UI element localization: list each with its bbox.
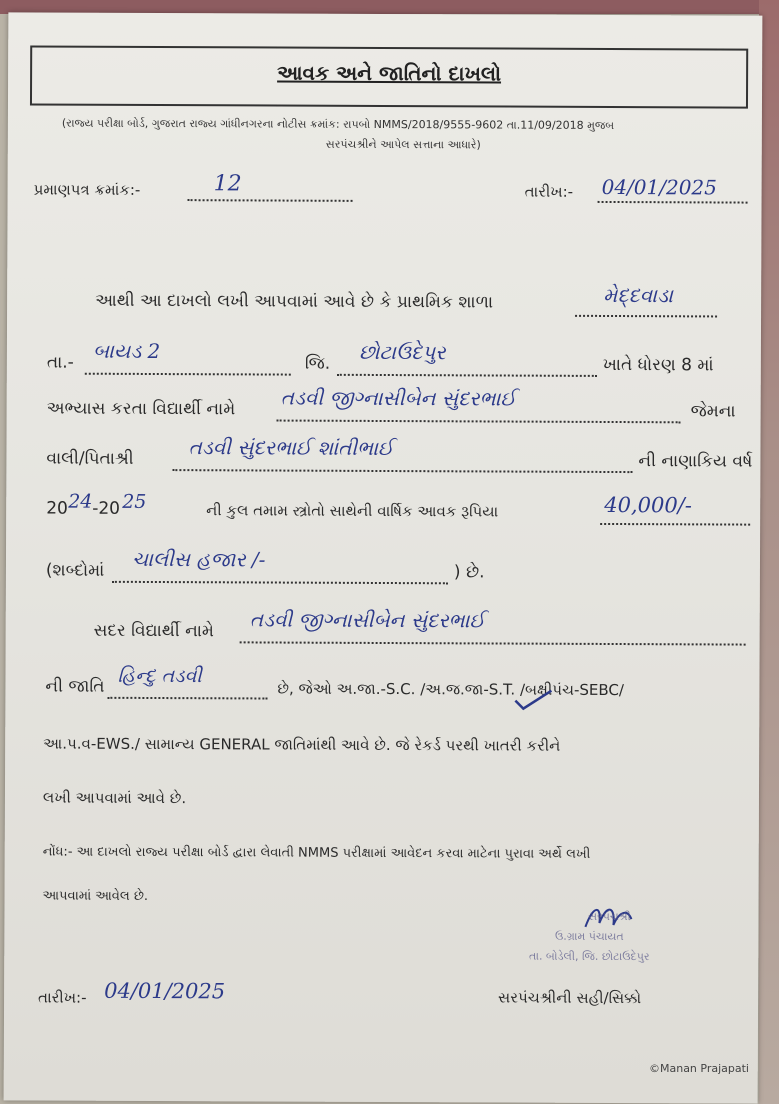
date-label: તારીખ:-: [524, 182, 574, 201]
note-line-1: નોંધ:- આ દાખલો રાજ્ય પરીક્ષા બોર્ડ દ્વારા લેવાતી NMMS પરીક્ષામાં આવેદન કરવા માટેના પુરાવા અર્થે લખી: [42, 844, 591, 862]
income-text: ની કુલ તમામ સ્ત્રોતો સાથેની વાર્ષિક આવક રૂપિયા: [206, 501, 499, 521]
district-line: [337, 374, 597, 377]
student2-label: સદર વિદ્યાર્થી નામે: [93, 620, 214, 642]
caste-line-4: લખી આપવામાં આવે છે.: [42, 788, 187, 808]
income-value: 40,000/-: [604, 492, 692, 518]
signature-label: સરપંચશ્રીની સહી/સિક્કો: [498, 988, 642, 1008]
date-line: [598, 201, 748, 204]
taluka-value: બાયડ 2: [92, 338, 161, 364]
student-label: અભ્યાસ કરતા વિદ્યાર્થી નામે: [46, 398, 236, 420]
guardian-value: તડવી સુંદરભાઈ શાંતીભાઈ: [188, 435, 394, 461]
date-value: 04/01/2025: [601, 174, 717, 200]
caste-categories: છે, જેઓ અ.જા.-S.C. /અ.જ.જા-S.T. /બક્ષીપંચ-SEBC/: [277, 679, 624, 700]
student2-line: [240, 641, 746, 645]
subtitle-line-1: (રાજ્ય પરીક્ષા બોર્ડ, ગુજરાત રાજ્ય ગાંધીનગરના નોટીસ ક્રમાંક: રાપબો NMMS/2018/9555-9602 તા.11/09/2018 મુજબ: [61, 116, 615, 133]
caste-label: ની જાતિ: [45, 676, 105, 697]
cert-no-line: [188, 199, 353, 202]
title-box: [30, 45, 748, 108]
year-end-value: 25: [122, 490, 147, 513]
subtitle-line-2: સરપંચશ્રીને આપેલ સત્તાના આધારે): [325, 137, 481, 152]
certificate-title: આવક અને જાતિનો દાખલો: [277, 60, 502, 86]
std-text: ખાતે ધોરણ 8 માં: [602, 354, 714, 376]
bottom-date-label: તારીખ:-: [38, 988, 87, 1007]
cert-no-label: પ્રમાણપત્ર ક્રમાંક:-: [33, 180, 141, 199]
year-start-prefix: 20: [46, 498, 68, 519]
stamp-line-2: ઉ.ગ્રામ પંચાયત: [554, 929, 624, 944]
district-label: જિ.: [304, 353, 331, 374]
caste-line-3: આ.પ.વ-EWS./ સામાન્ય GENERAL જાતિમાંથી આવે છે. જે રેકર્ડ પરથી ખાતરી કરીને: [43, 734, 561, 755]
student2-value: તડવી જીગ્નાસીબેન સુંદરભાઈ: [249, 607, 485, 633]
caste-value: હિન્દુ તડવી: [117, 664, 202, 688]
guardian-label: વાલી/પિતાશ્રી: [46, 448, 134, 469]
stamp-line-1: સરપંચશ્રી: [588, 909, 631, 924]
guardian-line: [172, 469, 632, 473]
cert-no-value: 12: [213, 171, 242, 197]
photo-credit: ©Manan Prajapati: [648, 1062, 749, 1075]
caste-line: [107, 697, 267, 700]
certificate-paper: [4, 12, 763, 1103]
jemna-text: જેમના: [690, 401, 736, 422]
official-stamp: [499, 910, 679, 981]
words-value: ચાલીસ હજાર /-: [131, 546, 266, 572]
words-line: [112, 581, 448, 584]
student-line: [277, 420, 681, 424]
background-edge: [759, 0, 779, 1104]
district-value: છોટાઉદેપુર: [358, 339, 446, 365]
words-end: ) છે.: [453, 562, 485, 583]
taluka-label: તા.-: [46, 352, 74, 373]
school-line: [575, 315, 717, 318]
bottom-date-value: 04/01/2025: [104, 978, 226, 1004]
stamp-line-3: તા. બોડેલી, જિ. છોટાઉદેપુર: [528, 949, 650, 964]
words-label: (શબ્દોમાં: [45, 560, 105, 581]
year-start-value: 24: [68, 490, 93, 513]
taluka-line: [85, 373, 291, 376]
student-value: તડવી જીગ્નાસીબેન સુંદરભાઈ: [280, 385, 516, 411]
tick-mark-icon: [513, 687, 553, 711]
fin-year-text: ની નાણાકિય વર્ષ: [638, 451, 753, 472]
note-line-2: આપવામાં આવેલ છે.: [42, 888, 149, 904]
intro-text: આથી આ દાખલો લખી આપવામાં આવે છે કે પ્રાથમિક શાળા: [95, 290, 494, 313]
year-end-prefix: -20: [92, 498, 121, 519]
school-value: મેદ્દવાડા: [603, 282, 673, 308]
income-line: [600, 523, 750, 526]
